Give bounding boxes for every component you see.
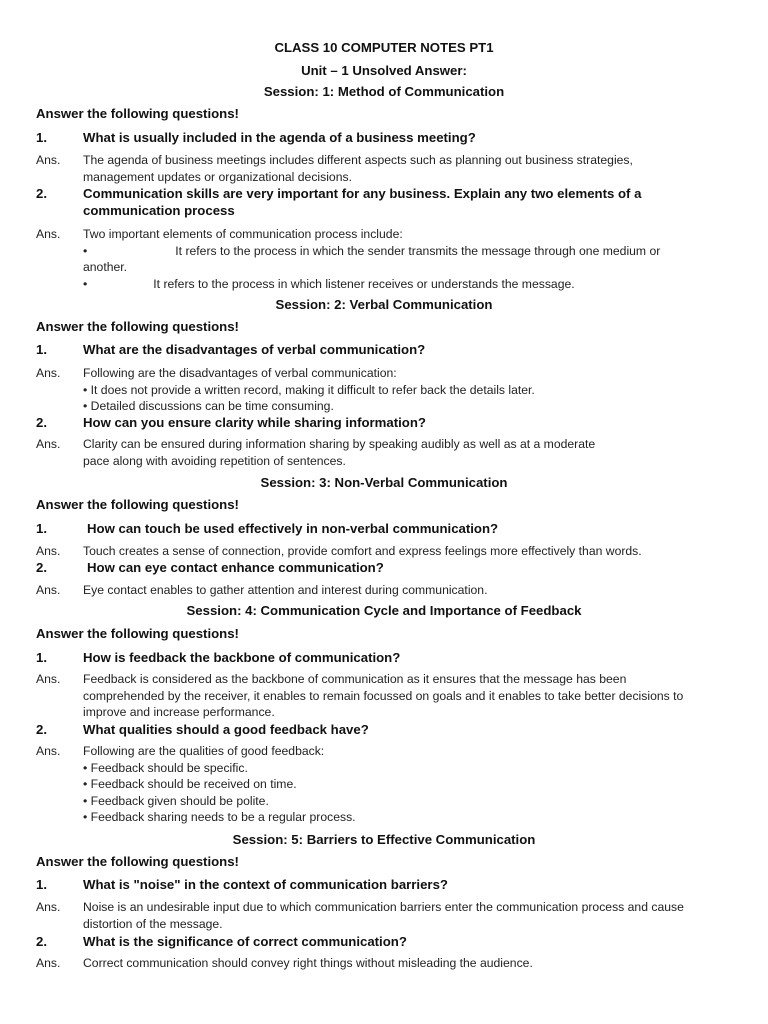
question-number: 2. [36, 722, 47, 737]
answer-line: • It does not provide a written record, making it difficult to refer back the details later. [83, 382, 535, 397]
ans-label: Ans. [36, 900, 61, 914]
answer-line: Following are the qualities of good feedback: [83, 744, 325, 758]
question-number: 1. [36, 130, 47, 145]
answer-line: Feedback is considered as the backbone of communication as it ensures that the message has been [83, 672, 627, 686]
question-number: 2. [36, 186, 47, 201]
session-heading: Session: 2: Verbal Communication [275, 297, 493, 312]
question-number: 1. [36, 521, 47, 536]
answer-line: It refers to the process in which listener receives or understands the message. [153, 276, 575, 291]
answer [36, 582, 726, 599]
question-number: 1. [36, 342, 47, 357]
answer-line: Following are the disadvantages of verbal communication: [83, 366, 397, 380]
question-number: 2. [36, 934, 47, 949]
answer [36, 671, 726, 721]
bullet: • [83, 243, 88, 258]
ans-label: Ans. [36, 366, 61, 380]
question-text: What qualities should a good feedback have? [83, 722, 369, 737]
question-number: 1. [36, 650, 47, 665]
answer-line: It refers to the process in which the sender transmits the message through one medium or [175, 243, 661, 258]
answer-line: improve and increase performance. [83, 705, 275, 720]
bullet: • [83, 276, 88, 291]
answer-line: Eye contact enables to gather attention and interest during communication. [83, 583, 488, 597]
answer-prompt: Answer the following questions! [36, 497, 239, 512]
answer-line: pace along with avoiding repetition of sentences. [83, 453, 346, 468]
question [36, 721, 726, 738]
question-text: Communication skills are very important for any business. Explain any two elements of a communication process [83, 186, 642, 218]
session-heading: Session: 3: Non-Verbal Communication [260, 475, 508, 490]
session-heading: Session: 1: Method of Communication [263, 84, 505, 99]
answer-line: Clarity can be ensured during information sharing by speaking audibly as well as at a moderate [83, 437, 596, 451]
ans-label: Ans. [36, 956, 61, 970]
question-text: What are the disadvantages of verbal communication? [83, 342, 426, 357]
question [36, 414, 726, 431]
question [36, 933, 726, 950]
question-number: 1. [36, 877, 47, 892]
question-text: What is usually included in the agenda of a business meeting? [83, 130, 476, 145]
session-heading: Session: 5: Barriers to Effective Communication [232, 832, 536, 847]
unit-heading: Unit – 1 Unsolved Answer: [301, 63, 467, 78]
question-text: How can eye contact enhance communication? [87, 560, 384, 575]
answer-prompt: Answer the following questions! [36, 854, 239, 869]
question-number: 2. [36, 415, 47, 430]
question-number: 2. [36, 560, 47, 575]
answer-line: • Feedback given should be polite. [83, 793, 269, 808]
ans-label: Ans. [36, 437, 61, 451]
answer [36, 436, 726, 469]
question-text: What is "noise" in the context of communication barriers? [83, 877, 448, 892]
answer-prompt: Answer the following questions! [36, 106, 239, 121]
question [36, 129, 726, 146]
ans-label: Ans. [36, 153, 61, 167]
answer-line: • Feedback should be specific. [83, 760, 248, 775]
question [36, 649, 726, 666]
answer-line: The agenda of business meetings includes different aspects such as planning out business strategies, [83, 153, 633, 167]
document-title: CLASS 10 COMPUTER NOTES PT1 [274, 40, 494, 55]
answer-line: management updates or organizational decisions. [83, 169, 352, 184]
session-heading: Session: 4: Communication Cycle and Importance of Feedback [186, 603, 582, 618]
answer-line: • Feedback sharing needs to be a regular process. [83, 810, 356, 825]
answer-line: distortion of the message. [83, 916, 223, 931]
ans-label: Ans. [36, 227, 61, 241]
answer-prompt: Answer the following questions! [36, 319, 239, 334]
question-text: How can you ensure clarity while sharing information? [83, 415, 426, 430]
answer-prompt: Answer the following questions! [36, 626, 239, 641]
ans-label: Ans. [36, 544, 61, 558]
answer [36, 365, 726, 415]
question-text: What is the significance of correct communication? [83, 934, 407, 949]
answer-line: another. [83, 260, 128, 275]
answer [36, 152, 726, 185]
answer [36, 543, 726, 560]
answer-line: comprehended by the receiver, it enables to remain focussed on goals and it enables to take better decisions to [83, 688, 684, 703]
answer-line: • Detailed discussions can be time consuming. [83, 399, 334, 414]
question-text: How is feedback the backbone of communication? [83, 650, 401, 665]
answer-line: • Feedback should be received on time. [83, 777, 297, 792]
question [36, 520, 726, 537]
ans-label: Ans. [36, 672, 61, 686]
ans-label: Ans. [36, 744, 61, 758]
question [36, 185, 726, 219]
answer-line: Two important elements of communication process include: [83, 227, 403, 241]
question-text: How can touch be used effectively in non-verbal communication? [87, 521, 499, 536]
answer-line: Noise is an undesirable input due to which communication barriers enter the communication process and cause [83, 900, 684, 914]
answer [36, 743, 726, 826]
ans-label: Ans. [36, 583, 61, 597]
answer-line: Correct communication should convey right things without misleading the audience. [83, 956, 533, 970]
question [36, 341, 726, 358]
answer [36, 955, 726, 972]
question [36, 559, 726, 576]
answer-line: Touch creates a sense of connection, provide comfort and express feelings more effectively than words. [83, 544, 642, 558]
answer [36, 899, 726, 932]
answer [36, 226, 726, 292]
question [36, 876, 726, 893]
